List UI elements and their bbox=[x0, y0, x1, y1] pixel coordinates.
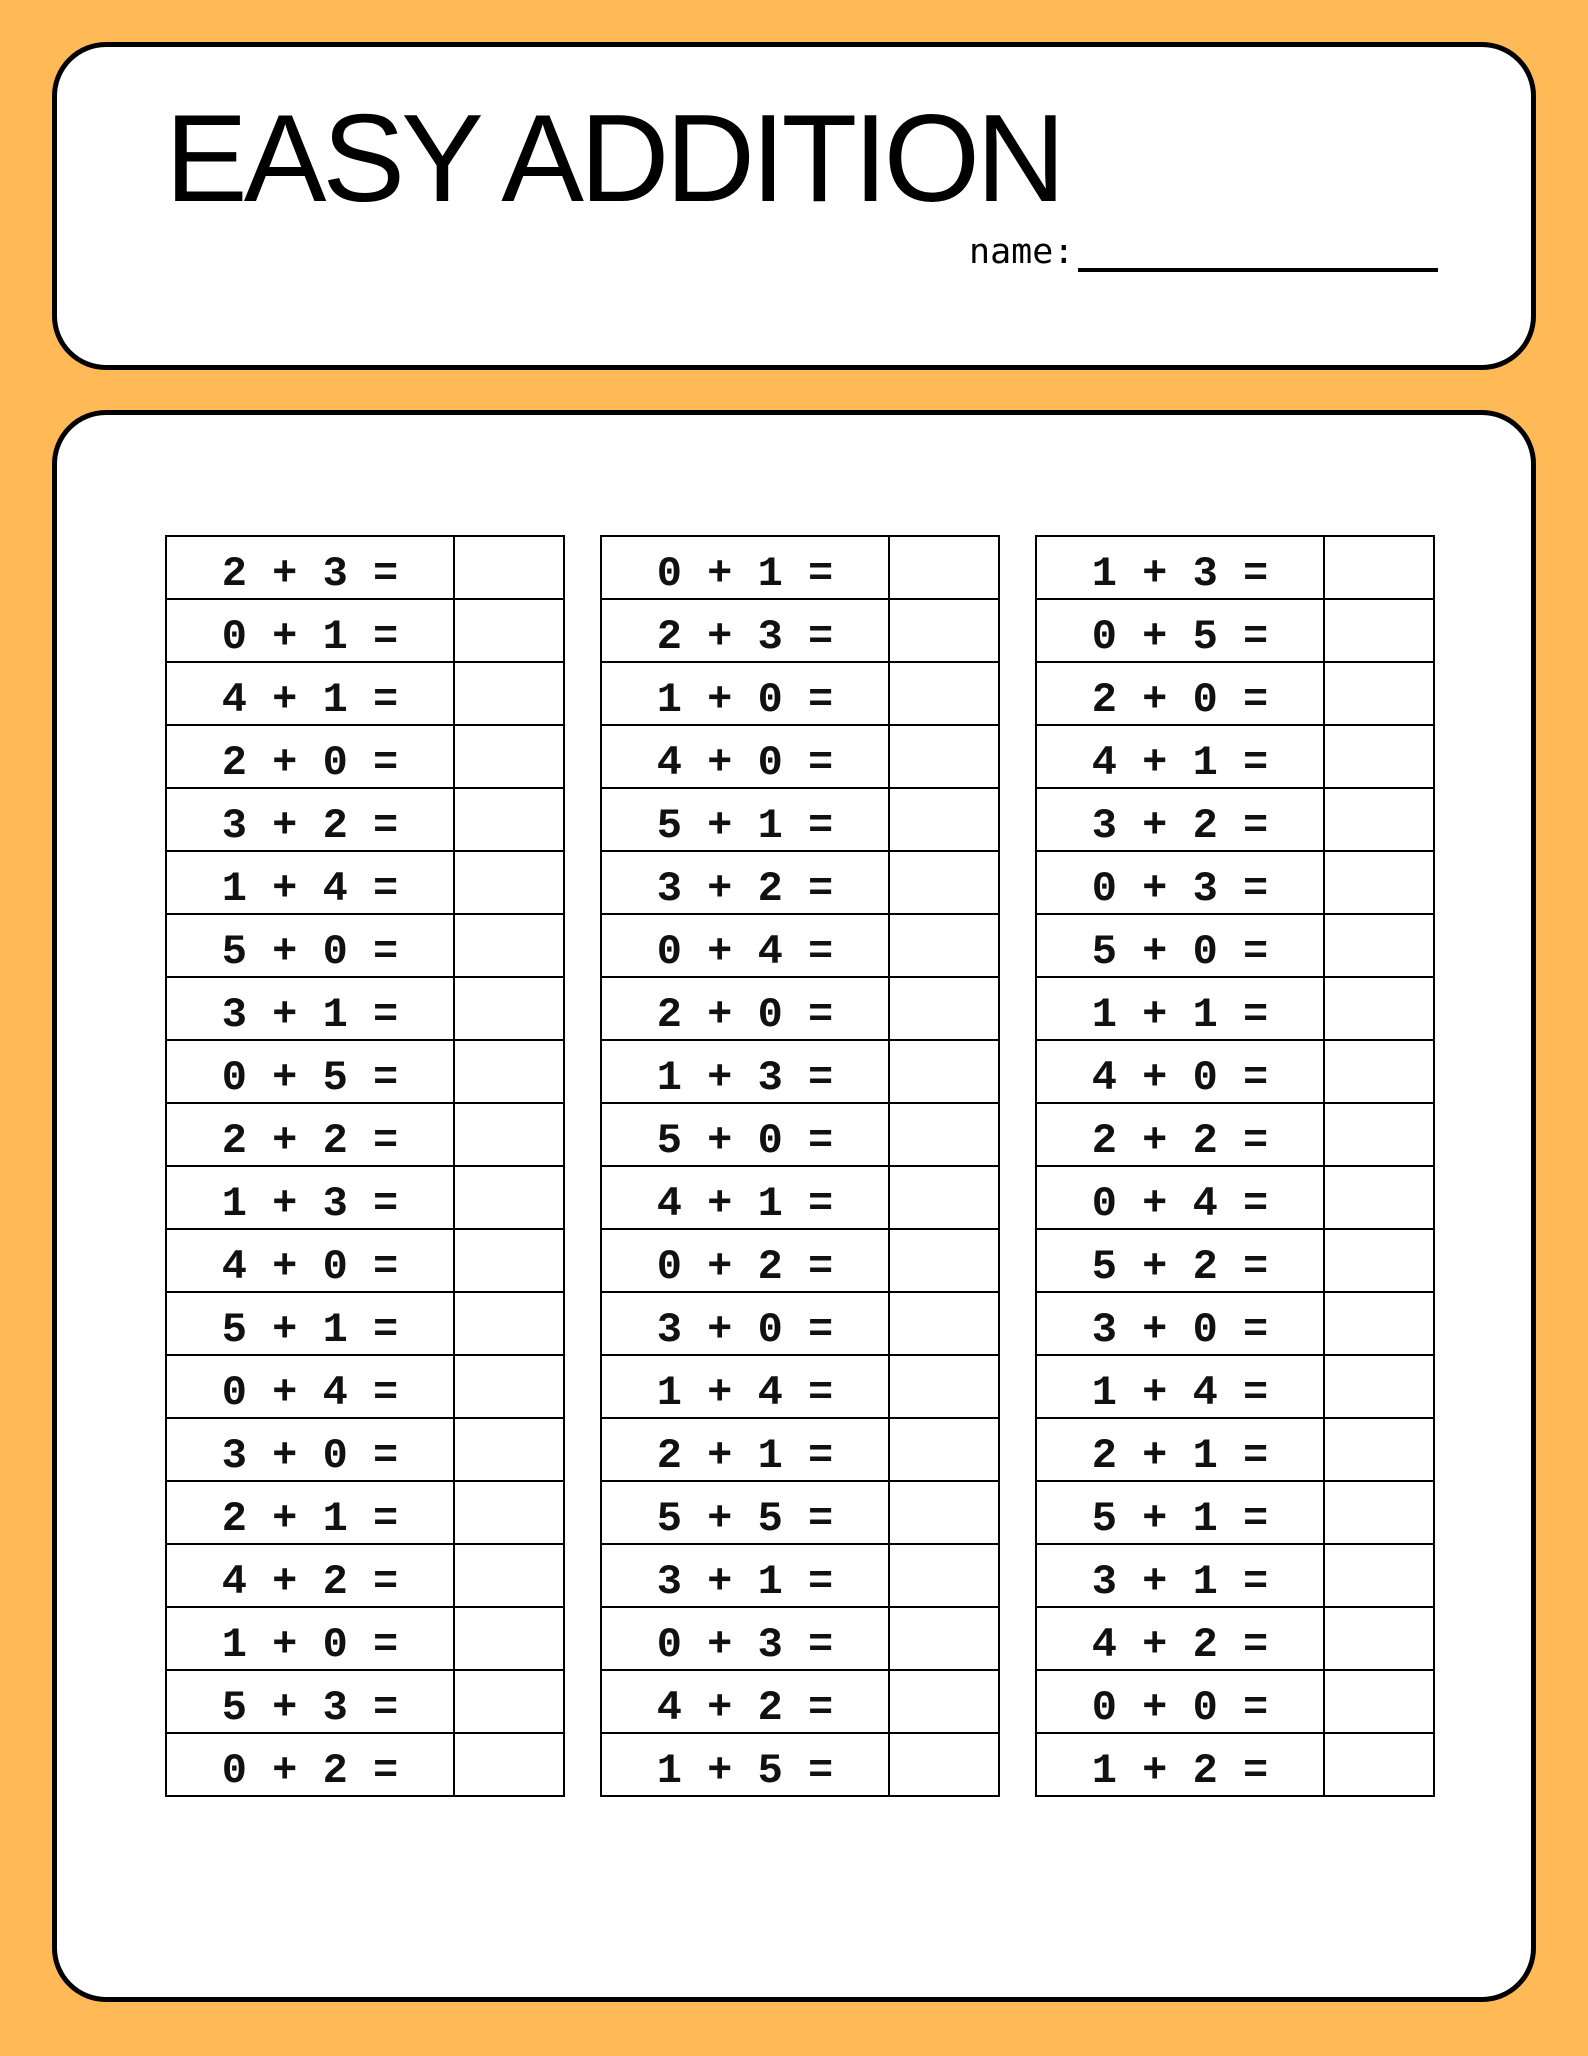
problem-text: 3 + 1 = bbox=[601, 1544, 889, 1607]
problem-row bbox=[601, 851, 999, 914]
answer-box[interactable] bbox=[889, 1103, 999, 1166]
problem-text: 1 + 4 = bbox=[601, 1355, 889, 1418]
answer-box[interactable] bbox=[454, 1733, 564, 1796]
problem-text: 5 + 1 = bbox=[166, 1292, 454, 1355]
problem-text: 1 + 0 = bbox=[166, 1607, 454, 1670]
problem-text: 1 + 3 = bbox=[1036, 536, 1324, 599]
answer-box[interactable] bbox=[889, 536, 999, 599]
problem-text: 0 + 1 = bbox=[601, 536, 889, 599]
problem-text: 4 + 1 = bbox=[166, 662, 454, 725]
problem-text: 5 + 0 = bbox=[601, 1103, 889, 1166]
answer-box[interactable] bbox=[454, 1544, 564, 1607]
problem-text: 1 + 4 = bbox=[166, 851, 454, 914]
answer-box[interactable] bbox=[1324, 1166, 1434, 1229]
worksheet-title: EASY ADDITION bbox=[165, 90, 1062, 228]
problem-text: 4 + 0 = bbox=[1036, 1040, 1324, 1103]
problem-text: 4 + 2 = bbox=[1036, 1607, 1324, 1670]
answer-box[interactable] bbox=[889, 1040, 999, 1103]
answer-box[interactable] bbox=[889, 1670, 999, 1733]
problem-text: 5 + 3 = bbox=[166, 1670, 454, 1733]
answer-box[interactable] bbox=[889, 1544, 999, 1607]
answer-box[interactable] bbox=[454, 1355, 564, 1418]
problem-text: 2 + 3 = bbox=[601, 599, 889, 662]
answer-box[interactable] bbox=[1324, 1481, 1434, 1544]
problem-row bbox=[1036, 1607, 1434, 1670]
problem-row bbox=[1036, 1670, 1434, 1733]
problem-text: 3 + 0 = bbox=[1036, 1292, 1324, 1355]
problem-text: 0 + 4 = bbox=[166, 1355, 454, 1418]
problem-text: 1 + 5 = bbox=[601, 1733, 889, 1796]
answer-box[interactable] bbox=[889, 914, 999, 977]
problem-row bbox=[1036, 536, 1434, 599]
answer-box[interactable] bbox=[454, 1418, 564, 1481]
problem-row bbox=[601, 1418, 999, 1481]
answer-box[interactable] bbox=[454, 1292, 564, 1355]
problem-column-2 bbox=[600, 535, 1000, 1797]
problem-row bbox=[601, 662, 999, 725]
problem-row bbox=[601, 1229, 999, 1292]
problem-text: 5 + 0 = bbox=[166, 914, 454, 977]
answer-box[interactable] bbox=[454, 1166, 564, 1229]
problem-text: 2 + 1 = bbox=[1036, 1418, 1324, 1481]
problem-text: 5 + 1 = bbox=[1036, 1481, 1324, 1544]
problem-row bbox=[1036, 1103, 1434, 1166]
problem-row bbox=[166, 1481, 564, 1544]
problem-row bbox=[166, 725, 564, 788]
problem-row bbox=[601, 1733, 999, 1796]
answer-box[interactable] bbox=[889, 1166, 999, 1229]
problem-row bbox=[1036, 788, 1434, 851]
problem-text: 1 + 2 = bbox=[1036, 1733, 1324, 1796]
problem-row bbox=[601, 725, 999, 788]
problem-row bbox=[1036, 1166, 1434, 1229]
answer-box[interactable] bbox=[889, 851, 999, 914]
answer-box[interactable] bbox=[454, 662, 564, 725]
problem-row bbox=[1036, 1355, 1434, 1418]
problem-text: 4 + 0 = bbox=[601, 725, 889, 788]
problem-row bbox=[166, 914, 564, 977]
answer-box[interactable] bbox=[454, 1103, 564, 1166]
answer-box[interactable] bbox=[454, 914, 564, 977]
problem-row bbox=[166, 851, 564, 914]
problem-row bbox=[1036, 914, 1434, 977]
answer-box[interactable] bbox=[1324, 1670, 1434, 1733]
name-label: name: bbox=[969, 232, 1075, 272]
answer-box[interactable] bbox=[889, 1229, 999, 1292]
problem-row bbox=[1036, 977, 1434, 1040]
problem-row bbox=[601, 1103, 999, 1166]
problem-text: 3 + 2 = bbox=[601, 851, 889, 914]
header-card bbox=[52, 42, 1536, 370]
answer-box[interactable] bbox=[1324, 914, 1434, 977]
problem-row bbox=[1036, 1040, 1434, 1103]
problem-text: 1 + 1 = bbox=[1036, 977, 1324, 1040]
problem-text: 0 + 0 = bbox=[1036, 1670, 1324, 1733]
problem-text: 3 + 0 = bbox=[601, 1292, 889, 1355]
answer-box[interactable] bbox=[454, 725, 564, 788]
answer-box[interactable] bbox=[1324, 1355, 1434, 1418]
problem-row bbox=[601, 914, 999, 977]
name-row bbox=[969, 232, 1438, 272]
problem-grid bbox=[165, 535, 1435, 1797]
problem-row bbox=[1036, 1418, 1434, 1481]
problem-row bbox=[601, 1670, 999, 1733]
problem-row bbox=[1036, 1481, 1434, 1544]
problem-text: 0 + 3 = bbox=[601, 1607, 889, 1670]
answer-box[interactable] bbox=[1324, 788, 1434, 851]
answer-box[interactable] bbox=[454, 1670, 564, 1733]
problem-row bbox=[601, 1481, 999, 1544]
problem-row bbox=[1036, 725, 1434, 788]
problem-row bbox=[601, 1292, 999, 1355]
answer-box[interactable] bbox=[454, 977, 564, 1040]
problem-column-3 bbox=[1035, 535, 1435, 1797]
answer-box[interactable] bbox=[454, 536, 564, 599]
problem-text: 1 + 3 = bbox=[601, 1040, 889, 1103]
answer-box[interactable] bbox=[1324, 851, 1434, 914]
problem-row bbox=[166, 1229, 564, 1292]
problem-row bbox=[166, 1544, 564, 1607]
problem-row bbox=[166, 788, 564, 851]
answer-box[interactable] bbox=[889, 1355, 999, 1418]
answer-box[interactable] bbox=[889, 599, 999, 662]
problem-text: 5 + 1 = bbox=[601, 788, 889, 851]
answer-box[interactable] bbox=[454, 1229, 564, 1292]
problem-text: 0 + 2 = bbox=[601, 1229, 889, 1292]
problem-text: 0 + 4 = bbox=[601, 914, 889, 977]
problem-row bbox=[166, 536, 564, 599]
problem-text: 2 + 2 = bbox=[1036, 1103, 1324, 1166]
answer-box[interactable] bbox=[889, 1733, 999, 1796]
problem-text: 0 + 5 = bbox=[166, 1040, 454, 1103]
problem-row bbox=[166, 662, 564, 725]
problem-row bbox=[601, 788, 999, 851]
answer-box[interactable] bbox=[1324, 1733, 1434, 1796]
problem-row bbox=[601, 977, 999, 1040]
answer-box[interactable] bbox=[889, 1418, 999, 1481]
answer-box[interactable] bbox=[1324, 1544, 1434, 1607]
problem-text: 5 + 5 = bbox=[601, 1481, 889, 1544]
answer-box[interactable] bbox=[1324, 599, 1434, 662]
problem-text: 2 + 0 = bbox=[601, 977, 889, 1040]
problem-row bbox=[166, 1670, 564, 1733]
problem-row bbox=[601, 1166, 999, 1229]
answer-box[interactable] bbox=[1324, 1103, 1434, 1166]
answer-box[interactable] bbox=[1324, 1418, 1434, 1481]
problem-text: 0 + 5 = bbox=[1036, 599, 1324, 662]
answer-box[interactable] bbox=[889, 662, 999, 725]
answer-box[interactable] bbox=[454, 1481, 564, 1544]
problem-row bbox=[601, 1355, 999, 1418]
problem-text: 2 + 0 = bbox=[1036, 662, 1324, 725]
answer-box[interactable] bbox=[1324, 1229, 1434, 1292]
problem-row bbox=[166, 1166, 564, 1229]
problem-text: 2 + 2 = bbox=[166, 1103, 454, 1166]
answer-box[interactable] bbox=[454, 788, 564, 851]
problem-row bbox=[166, 1355, 564, 1418]
problem-text: 3 + 1 = bbox=[166, 977, 454, 1040]
problem-row bbox=[1036, 851, 1434, 914]
problem-text: 5 + 0 = bbox=[1036, 914, 1324, 977]
answer-box[interactable] bbox=[889, 1607, 999, 1670]
name-field[interactable] bbox=[1078, 268, 1438, 272]
problem-text: 2 + 3 = bbox=[166, 536, 454, 599]
answer-box[interactable] bbox=[889, 977, 999, 1040]
answer-box[interactable] bbox=[1324, 662, 1434, 725]
problem-row bbox=[1036, 1544, 1434, 1607]
problem-text: 1 + 4 = bbox=[1036, 1355, 1324, 1418]
problem-text: 4 + 0 = bbox=[166, 1229, 454, 1292]
problem-text: 3 + 1 = bbox=[1036, 1544, 1324, 1607]
problem-row bbox=[166, 1607, 564, 1670]
problem-row bbox=[166, 1103, 564, 1166]
answer-box[interactable] bbox=[454, 851, 564, 914]
problem-text: 1 + 3 = bbox=[166, 1166, 454, 1229]
problem-text: 2 + 1 = bbox=[166, 1481, 454, 1544]
answer-box[interactable] bbox=[1324, 1607, 1434, 1670]
problem-text: 3 + 0 = bbox=[166, 1418, 454, 1481]
problem-text: 5 + 2 = bbox=[1036, 1229, 1324, 1292]
problem-column-1 bbox=[165, 535, 565, 1797]
problem-row bbox=[1036, 662, 1434, 725]
problem-text: 0 + 2 = bbox=[166, 1733, 454, 1796]
problem-text: 0 + 3 = bbox=[1036, 851, 1324, 914]
problem-row bbox=[1036, 1733, 1434, 1796]
problem-text: 2 + 0 = bbox=[166, 725, 454, 788]
problem-row bbox=[166, 599, 564, 662]
answer-box[interactable] bbox=[1324, 1040, 1434, 1103]
answer-box[interactable] bbox=[1324, 536, 1434, 599]
problem-text: 4 + 2 = bbox=[166, 1544, 454, 1607]
problem-row bbox=[601, 599, 999, 662]
problem-text: 3 + 2 = bbox=[1036, 788, 1324, 851]
problem-text: 4 + 1 = bbox=[1036, 725, 1324, 788]
problem-text: 1 + 0 = bbox=[601, 662, 889, 725]
answer-box[interactable] bbox=[889, 725, 999, 788]
problem-text: 0 + 4 = bbox=[1036, 1166, 1324, 1229]
problem-row bbox=[166, 1040, 564, 1103]
problem-text: 0 + 1 = bbox=[166, 599, 454, 662]
problem-row bbox=[166, 1292, 564, 1355]
worksheet-card bbox=[52, 410, 1536, 2002]
answer-box[interactable] bbox=[889, 1481, 999, 1544]
problem-row bbox=[601, 536, 999, 599]
answer-box[interactable] bbox=[889, 1292, 999, 1355]
answer-box[interactable] bbox=[1324, 1292, 1434, 1355]
problem-text: 4 + 1 = bbox=[601, 1166, 889, 1229]
problem-row bbox=[166, 1418, 564, 1481]
answer-box[interactable] bbox=[1324, 725, 1434, 788]
problem-row bbox=[601, 1544, 999, 1607]
answer-box[interactable] bbox=[454, 1607, 564, 1670]
answer-box[interactable] bbox=[1324, 977, 1434, 1040]
problem-row bbox=[601, 1607, 999, 1670]
problem-row bbox=[166, 1733, 564, 1796]
problem-row bbox=[1036, 1229, 1434, 1292]
problem-row bbox=[166, 977, 564, 1040]
problem-text: 2 + 1 = bbox=[601, 1418, 889, 1481]
answer-box[interactable] bbox=[889, 788, 999, 851]
problem-row bbox=[601, 1040, 999, 1103]
problem-text: 4 + 2 = bbox=[601, 1670, 889, 1733]
problem-row bbox=[1036, 599, 1434, 662]
problem-row bbox=[1036, 1292, 1434, 1355]
answer-box[interactable] bbox=[454, 1040, 564, 1103]
answer-box[interactable] bbox=[454, 599, 564, 662]
problem-text: 3 + 2 = bbox=[166, 788, 454, 851]
